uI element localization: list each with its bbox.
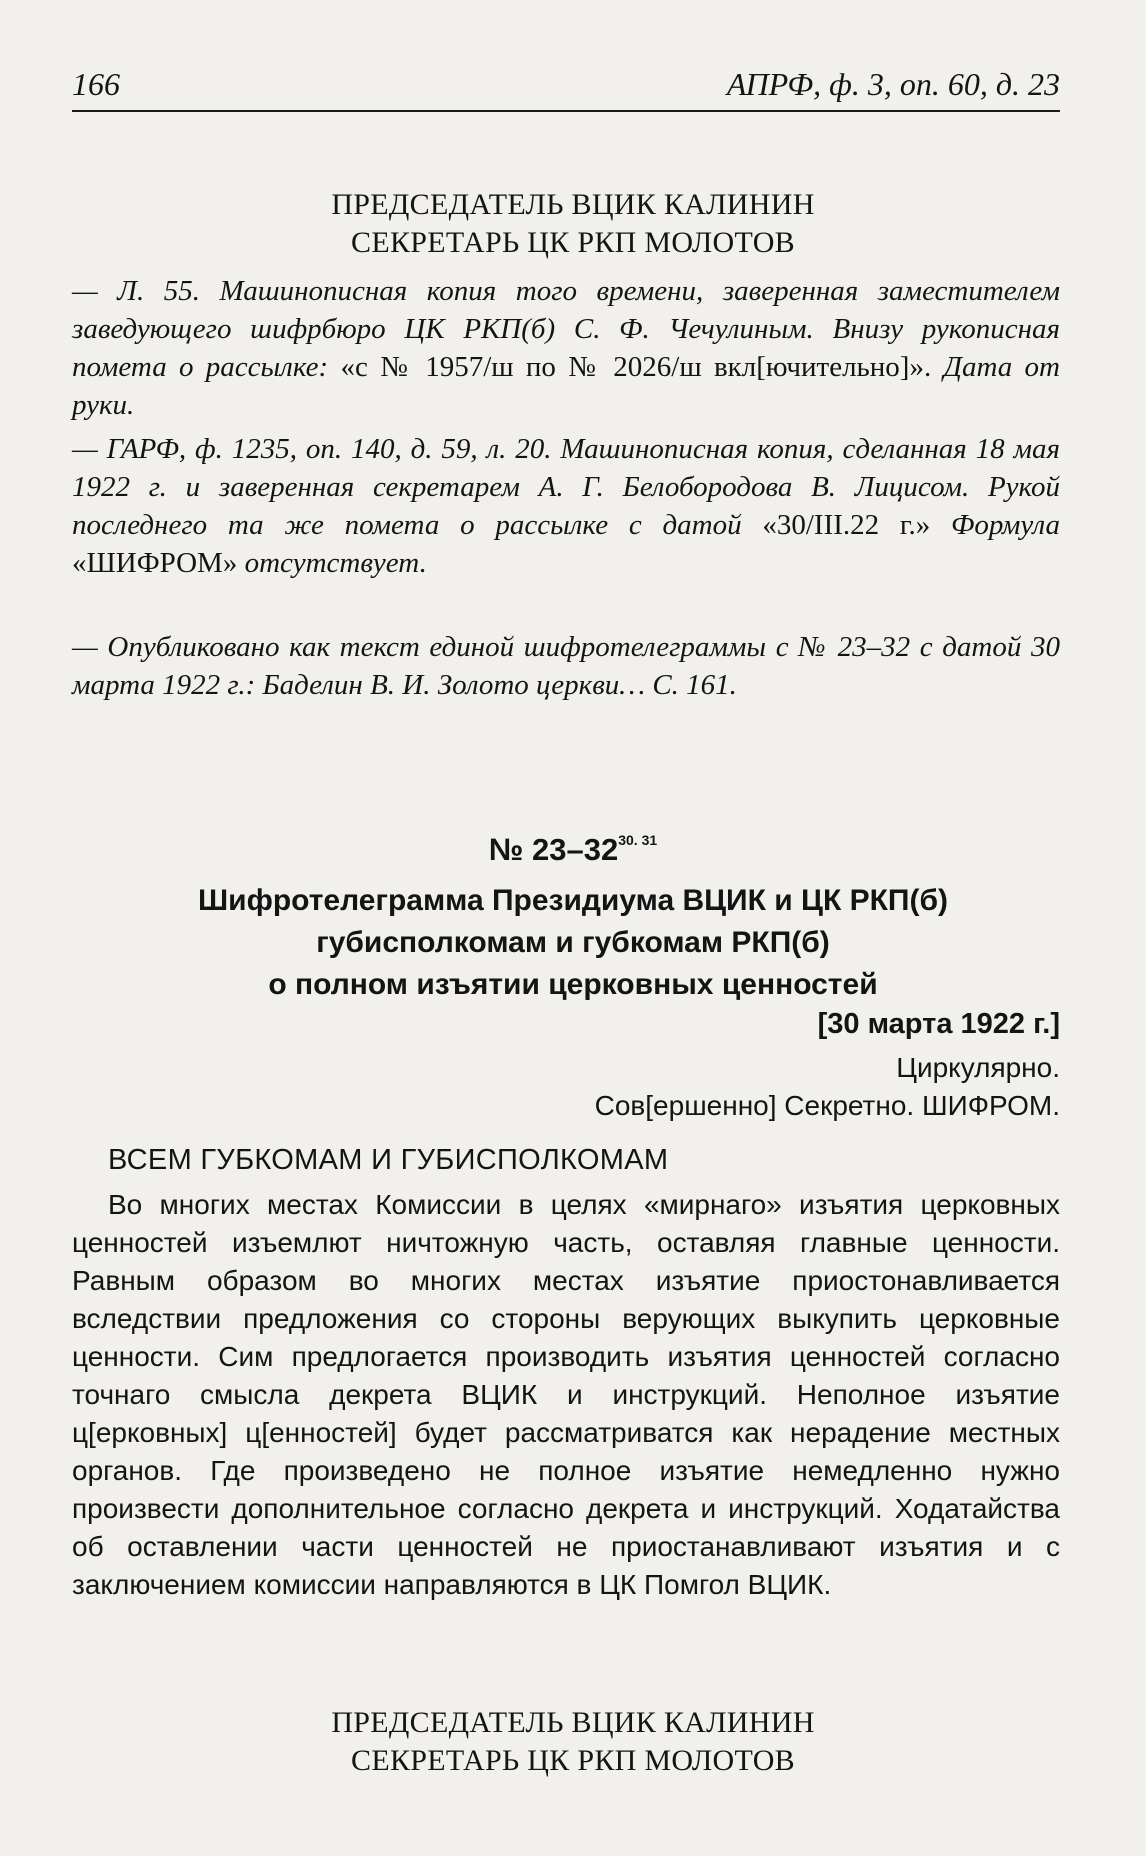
header-rule (72, 110, 1060, 112)
page-number: 166 (72, 66, 120, 102)
document-number-text: № 23–32 (488, 832, 619, 867)
signature-secretary-bottom: СЕКРЕТАРЬ ЦК РКП МОЛОТОВ (351, 1744, 795, 1777)
title-line-1: Шифротелеграмма Президиума ВЦИК и ЦК РКП(б) (197, 884, 948, 917)
note-2-text: — ГАРФ, ф. 1235, оп. 140, д. 59, л. 20. Машинописная копия, сделанная 18 мая 1922 г. и заверенная секретарем А. Г. Белобородова В. Лицисом. Рукой последнего та же помета о рассылке с датой (72, 433, 1060, 541)
signature-secretary: СЕКРЕТАРЬ ЦК РКП МОЛОТОВ (351, 226, 795, 259)
note-1-tail: Дата от руки. (72, 351, 1061, 421)
signature-chairman-bottom: ПРЕДСЕДАТЕЛЬ ВЦИК КАЛИНИН (331, 1706, 815, 1739)
signature-chairman: ПРЕДСЕДАТЕЛЬ ВЦИК КАЛИНИН (331, 188, 815, 221)
document-date: [30 марта 1922 г.] (817, 1008, 1060, 1040)
note-2-tail: отсутствует. (237, 547, 427, 579)
note-2-formula: «ШИФРОМ» (72, 547, 238, 579)
archival-note-1 (72, 272, 1060, 424)
circular-mark: Циркулярно. (896, 1052, 1060, 1083)
archive-reference: АПРФ, ф. 3, оп. 60, д. 23 (726, 66, 1060, 102)
title-line-2: губисполкомам и губкомам РКП(б) (316, 926, 830, 959)
document-body: Во многих местах Комиссии в целях «мирнаго» изъятия церковных ценностей изъемлют ничтожную часть, оставляя главные ценности. Равным образом во многих местах изъятие приостонавливается вследствии предложения со стороны верующих выкупить церковные ценности. Сим предлогается производить изъятия ценностей согласно точнаго смысла декрета ВЦИК и инструкций. Неполное изъятие ц[ерковных] ц[енностей] будет рассматриватся как нерадение местных органов. Где произведено не полное изъятие немедленно нужно произвести дополнительное согласно декрета и инструкций. Ходатайства об оставлении части ценностей не приостанавливают изъятия и с заключением комиссии направляются в ЦК Помгол ВЦИК. (72, 1189, 1060, 1600)
note-1-text: — Л. 55. Машинописная копия того времени, заверенная заместителем заведующего шифрбюро ЦК РКП(б) С. Ф. Чечулиным. Внизу рукописная помета о рассылке: (72, 275, 1060, 383)
secrecy-mark: Сов[ершенно] Секретно. ШИФРОМ. (594, 1090, 1060, 1121)
running-header (72, 66, 1060, 114)
note-2-mid: Формула (930, 509, 1061, 541)
document-title (0, 880, 1146, 1006)
footnote-refs: 30. 31 (618, 832, 658, 848)
document-number (0, 832, 1146, 868)
note-1-quote: «с № 1957/ш по № 2026/ш вкл[ючительно]». (340, 351, 932, 383)
title-line-3: о полном изъятии церковных ценностей (268, 968, 878, 1001)
note-2-date: «30/III.22 г.» (762, 509, 931, 541)
signature-block-bottom (0, 1704, 1146, 1780)
archival-note-2 (72, 430, 1060, 582)
archival-note-3: — Опубликовано как текст единой шифротелеграммы с № 23–32 с датой 30 марта 1922 г.: Баделин В. И. Золото церкви… С. 161. (72, 631, 1060, 701)
signature-block-top (0, 186, 1146, 262)
addressee: ВСЕМ ГУБКОМАМ И ГУБИСПОЛКОМАМ (108, 1144, 669, 1176)
